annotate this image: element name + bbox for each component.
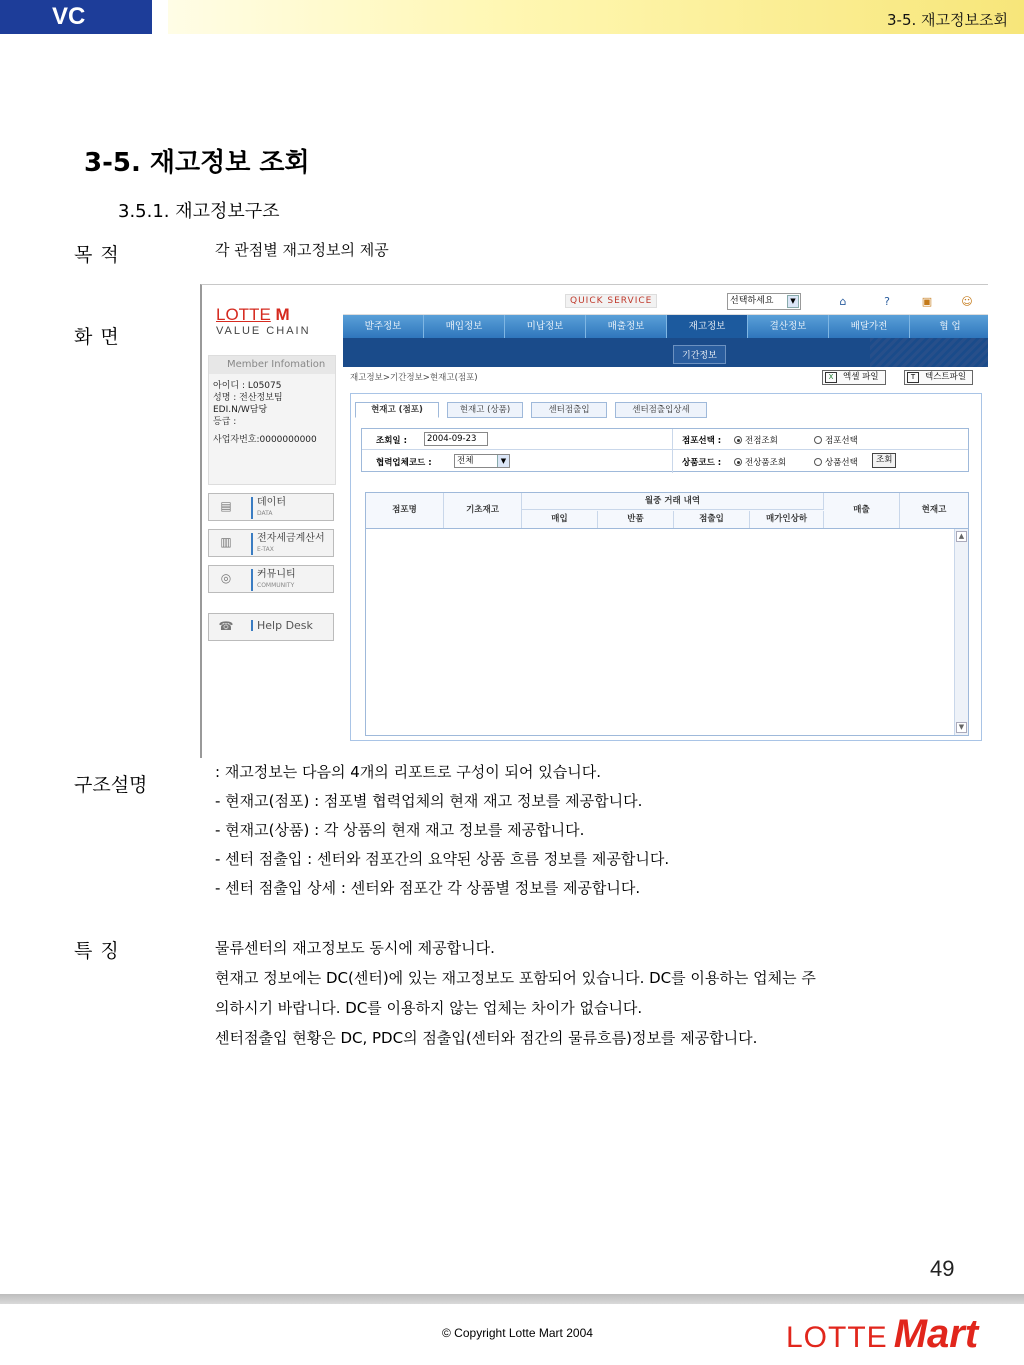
- store-select-radio[interactable]: [814, 434, 858, 446]
- sub-nav: [343, 338, 988, 367]
- side-button-community-label: 커뮤니티: [257, 569, 296, 580]
- side-button-helpdesk[interactable]: [208, 613, 334, 641]
- product-all-radio[interactable]: [734, 456, 786, 468]
- quick-service-select[interactable]: [727, 293, 801, 310]
- structure-line: - 현재고(상품) : 각 상품의 현재 재고 정보를 제공합니다.: [215, 821, 585, 839]
- text-download-button[interactable]: [904, 370, 973, 385]
- grid-scrollbar[interactable]: [954, 529, 968, 735]
- product-select-label: 상품선택: [825, 458, 858, 468]
- nav-settlement[interactable]: 결산정보: [748, 315, 829, 338]
- member-dept: EDI.N/W담당: [213, 405, 268, 415]
- vc-logo: VC: [0, 0, 152, 34]
- data-icon: ▤: [220, 499, 232, 513]
- inventory-grid: [365, 492, 969, 736]
- text-file-icon: T: [907, 372, 919, 383]
- tab-center-transfer[interactable]: 센터점출입: [531, 402, 607, 418]
- col-return: 반품: [598, 511, 674, 528]
- store-all-label: 전점조회: [745, 436, 778, 446]
- scroll-up-icon[interactable]: ▲: [956, 531, 967, 542]
- structure-line: - 센터 점출입 : 센터와 점포간의 요약된 상품 흐름 정보를 제공합니다.: [215, 850, 670, 868]
- side-button-community-sub: COMMUNITY: [257, 582, 295, 589]
- nav-collab[interactable]: 협 업: [939, 321, 961, 332]
- feature-line: 의하시기 바랍니다. DC를 이용하지 않는 업체는 차이가 없습니다.: [215, 999, 643, 1017]
- side-button-etax[interactable]: [208, 529, 334, 557]
- date-input[interactable]: 2004-09-23: [424, 432, 488, 446]
- col-sales: 매출: [824, 493, 900, 528]
- feature-line: 현재고 정보에는 DC(센터)에 있는 재고정보도 포함되어 있습니다. DC를 이용하는 업체는 주: [215, 969, 816, 987]
- col-buy: 매입: [522, 511, 598, 528]
- product-all-label: 전상품조회: [745, 458, 787, 468]
- excel-icon: X: [825, 372, 837, 383]
- nav-sales[interactable]: 매출정보: [586, 315, 667, 338]
- quick-service-bar: [343, 291, 988, 315]
- chevron-down-icon: ▼: [787, 295, 799, 308]
- community-icon: ◎: [220, 571, 232, 585]
- logo-lotte-text: LOTTE: [786, 1321, 888, 1354]
- sidebar: [202, 351, 343, 758]
- label-feature: 특 징: [74, 940, 120, 962]
- subnav-decoration: [870, 338, 988, 367]
- help-icon[interactable]: ?: [884, 295, 890, 308]
- member-name: 성명 : 전산정보팀: [213, 393, 283, 403]
- structure-line: - 센터 점출입 상세 : 센터와 점포간 각 상품별 정보를 제공합니다.: [215, 879, 641, 897]
- purpose-text: 각 관점별 재고정보의 제공: [215, 241, 389, 259]
- app-screenshot: [200, 284, 988, 758]
- member-bizno: 사업자번호:0000000000: [213, 435, 317, 445]
- store-all-radio[interactable]: [734, 434, 778, 446]
- side-button-community[interactable]: [208, 565, 334, 593]
- breadcrumb: 재고정보>기간정보>현재고(점포): [350, 373, 478, 383]
- lotte-mart-logo: [786, 1312, 978, 1357]
- side-button-etax-sub: E-TAX: [257, 546, 274, 553]
- label-structure: 구조설명: [74, 774, 148, 796]
- store-select-label: 점포선택: [825, 436, 858, 446]
- side-button-etax-label: 전자세금계산서: [257, 533, 325, 544]
- member-info: [208, 355, 336, 485]
- logo-m: M: [275, 305, 290, 324]
- form-divider: [672, 429, 673, 473]
- side-button-data-sub: DATA: [257, 510, 273, 517]
- date-label: 조회일 :: [376, 436, 407, 446]
- lock-icon[interactable]: ▣: [921, 295, 933, 308]
- user-icon[interactable]: ☺: [961, 295, 973, 308]
- side-button-data[interactable]: [208, 493, 334, 521]
- lotte-vc-logo: [202, 291, 343, 351]
- col-store: 점포명: [366, 493, 444, 528]
- col-base-stock: 기초재고: [444, 493, 522, 528]
- footer-bar: [0, 1294, 1024, 1304]
- member-heading: Member Infomation: [209, 356, 335, 374]
- page-number: 49: [930, 1256, 955, 1281]
- side-button-data-label: 데이터: [257, 497, 286, 508]
- logo-value-chain: VALUE CHAIN: [216, 325, 311, 337]
- page-title: 3-5. 재고정보 조회: [84, 148, 310, 178]
- product-label: 상품코드 :: [682, 458, 722, 468]
- feature-line: 물류센터의 재고정보도 동시에 제공합니다.: [215, 939, 495, 957]
- label-purpose: 목 적: [74, 244, 120, 266]
- grid-header: [366, 493, 968, 529]
- header-bar: [168, 0, 1024, 34]
- quick-select-value: 선택하세요: [730, 296, 774, 306]
- col-transfer: 점출입: [674, 511, 750, 528]
- logo-lotte: LOTTE: [216, 305, 271, 324]
- phone-icon: ☎: [218, 619, 234, 633]
- copyright: © Copyright Lotte Mart 2004: [442, 1326, 593, 1340]
- search-button[interactable]: 조회: [872, 453, 896, 468]
- nav-undelivered[interactable]: 미납정보: [505, 315, 586, 338]
- scroll-down-icon[interactable]: ▼: [956, 722, 967, 733]
- home-icon[interactable]: ⌂: [839, 295, 847, 308]
- logo-mart-text: Mart: [893, 1312, 979, 1356]
- col-current: 현재고: [921, 505, 947, 515]
- vendor-label: 협력업체코드 :: [376, 458, 432, 468]
- structure-text: [215, 758, 669, 903]
- quick-service-label: QUICK SERVICE: [565, 294, 657, 308]
- nav-inventory[interactable]: 재고정보: [667, 315, 748, 338]
- chevron-down-icon: ▼: [497, 455, 509, 467]
- feature-line: 센터점출입 현황은 DC, PDC의 점출입(센터와 점간의 물류흐름)정보를 제공합니다.: [215, 1029, 758, 1047]
- store-label: 점포선택 :: [682, 436, 722, 446]
- structure-line: - 현재고(점포) : 점포별 협력업체의 현재 재고 정보를 제공합니다.: [215, 792, 643, 810]
- etax-icon: ▥: [220, 535, 232, 549]
- excel-button-label: 엑셀 파일: [843, 372, 879, 382]
- vendor-value: 전체: [457, 456, 474, 466]
- nav-order[interactable]: 발주정보: [343, 315, 424, 338]
- subnav-period-info[interactable]: 기간정보: [673, 345, 726, 364]
- vendor-select[interactable]: [454, 454, 510, 468]
- page-subtitle: 3.5.1. 재고정보구조: [118, 201, 280, 222]
- structure-line: : 재고정보는 다음의 4개의 리포트로 구성이 되어 있습니다.: [215, 763, 602, 781]
- side-button-helpdesk-label: Help Desk: [251, 620, 313, 631]
- text-button-label: 텍스트파일: [925, 372, 967, 382]
- col-monthly-group: 월중 거래 내역: [522, 493, 824, 510]
- tab-center-transfer-detail[interactable]: 센터점출입상세: [615, 402, 707, 418]
- tab-current-product[interactable]: 현재고 (상품): [447, 402, 523, 418]
- nav-purchase[interactable]: 매입정보: [424, 315, 505, 338]
- search-form: [361, 428, 969, 472]
- inventory-panel: [350, 393, 982, 741]
- member-grade: 등급 :: [213, 417, 237, 427]
- section-title: 3-5. 재고정보조회: [887, 11, 1008, 29]
- product-select-radio[interactable]: [814, 456, 858, 468]
- main-nav: [343, 315, 988, 338]
- excel-download-button[interactable]: [822, 370, 886, 385]
- label-screen: 화 면: [74, 326, 120, 348]
- feature-text: [215, 933, 995, 1053]
- tab-current-store[interactable]: 현재고 (점포): [355, 402, 439, 418]
- col-markdown: 매가인상하: [750, 511, 824, 528]
- nav-delivery[interactable]: 배달가전: [829, 315, 910, 338]
- member-id: 아이디 : L05075: [213, 381, 282, 391]
